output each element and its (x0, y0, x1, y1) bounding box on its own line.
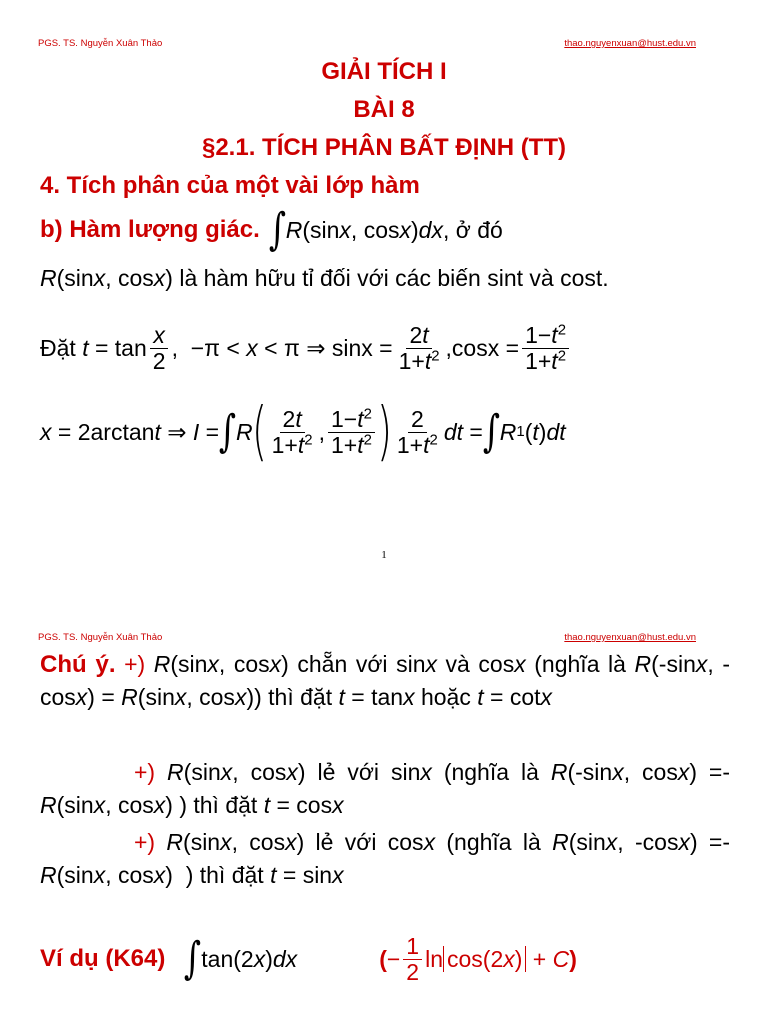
intro-line: R(sinx, cosx) là hàm hữu tỉ đối với các biến sint và cost. (40, 265, 609, 291)
fraction-x-over-2: $\frac{x}{2}$ (150, 323, 169, 372)
fraction-sin: $\frac{2t}{1+t^2}$ (271, 406, 313, 458)
subsection-line (40, 205, 503, 255)
page-number: 1 (381, 549, 387, 561)
integral-sign: ∫ (268, 204, 286, 255)
left-paren: ( (251, 395, 267, 469)
example-integrand: tan(2x)dx (201, 945, 298, 972)
slide-2 (0, 620, 768, 1024)
integral-sign: ∫ (184, 933, 202, 984)
fraction-one-half: $\frac{1}{2}$ (403, 934, 422, 983)
right-paren: ) (376, 395, 392, 469)
email-link[interactable]: thao.nguyenxuan@hust.edu.vn (564, 632, 696, 643)
fraction-dx: $\frac{2}{1+t^2}$ (396, 406, 438, 458)
fraction-cos: $\frac{1-t^2}{1+t^2}$ (328, 407, 375, 456)
example-line (40, 924, 577, 994)
example-label: Ví dụ (K64) (40, 945, 166, 972)
note-paragraph-3: +) R(sinx, cosx) lẻ với cosx (nghĩa là R(sinx, -cosx) =- R(sinx, cosx) ) thì đặt t = sinx (40, 829, 731, 888)
fraction-cos: $\frac{1-t^2}{1+t^2}$ (522, 323, 569, 372)
substitution-label: Đặt (40, 334, 76, 361)
note-paragraph-2: +) R(sinx, cosx) lẻ với sinx (nghĩa là R(-sinx, cosx) =- R(sinx, cosx) ) thì đặt t = cosx (40, 759, 731, 818)
author-header: PGS. TS. Nguyễn Xuân Thảo (38, 632, 163, 643)
course-title: GIẢI TÍCH I (321, 58, 447, 85)
lesson-title: BÀI 8 (353, 96, 415, 123)
author-header: PGS. TS. Nguyễn Xuân Thảo (38, 38, 163, 49)
example-answer: ( − $\frac{1}{2}$ ln cos(2x) + C ) (379, 933, 577, 985)
integral-sign: ∫ (482, 406, 500, 457)
note-paragraph-1: Chú ý. +) R(sinx, cosx) chẵn với sinx và cosx (nghĩa là R(-sinx, -cosx) = R(sinx, cosx)) thì đặt t = tanx hoặc t = cotx (40, 651, 730, 710)
fraction-sin: $\frac{2t}{1+t^2}$ (398, 322, 440, 374)
integral-sign: ∫ (218, 406, 237, 457)
email-link[interactable]: thao.nguyenxuan@hust.edu.vn (564, 38, 696, 49)
note-label: Chú ý. (40, 651, 116, 678)
integral-transform-line: x = 2arctan t ⇒ I = ∫ R ( $\frac{2t}{1+t^2}$ , $\frac{1-t^2}{1+t^2}$ ) $\frac{2}{1+t^2}$ dt = ∫ R 1 ( t ) dt (40, 395, 566, 469)
section-title: §2.1. TÍCH PHÂN BẤT ĐỊNH (TT) (201, 134, 566, 161)
substitution-line: Đặt t = tan $\frac{x}{2}$ , −π < x < π ⇒ sinx = $\frac{2t}{1+t^2}$ ,cosx = $\frac{1-t^2}{1+t^2}$ (40, 312, 572, 384)
subsection-heading: b) Hàm lượng giác. (40, 216, 260, 243)
subsection-tail: , ở đó (442, 216, 503, 243)
integrand-expression: R(sinx, cosx)dx (285, 216, 443, 243)
intro-rest: là hàm hữu tỉ đối với các biến sint và cost. (179, 265, 609, 291)
section-heading: 4. Tích phân của một vài lớp hàm (40, 172, 420, 199)
